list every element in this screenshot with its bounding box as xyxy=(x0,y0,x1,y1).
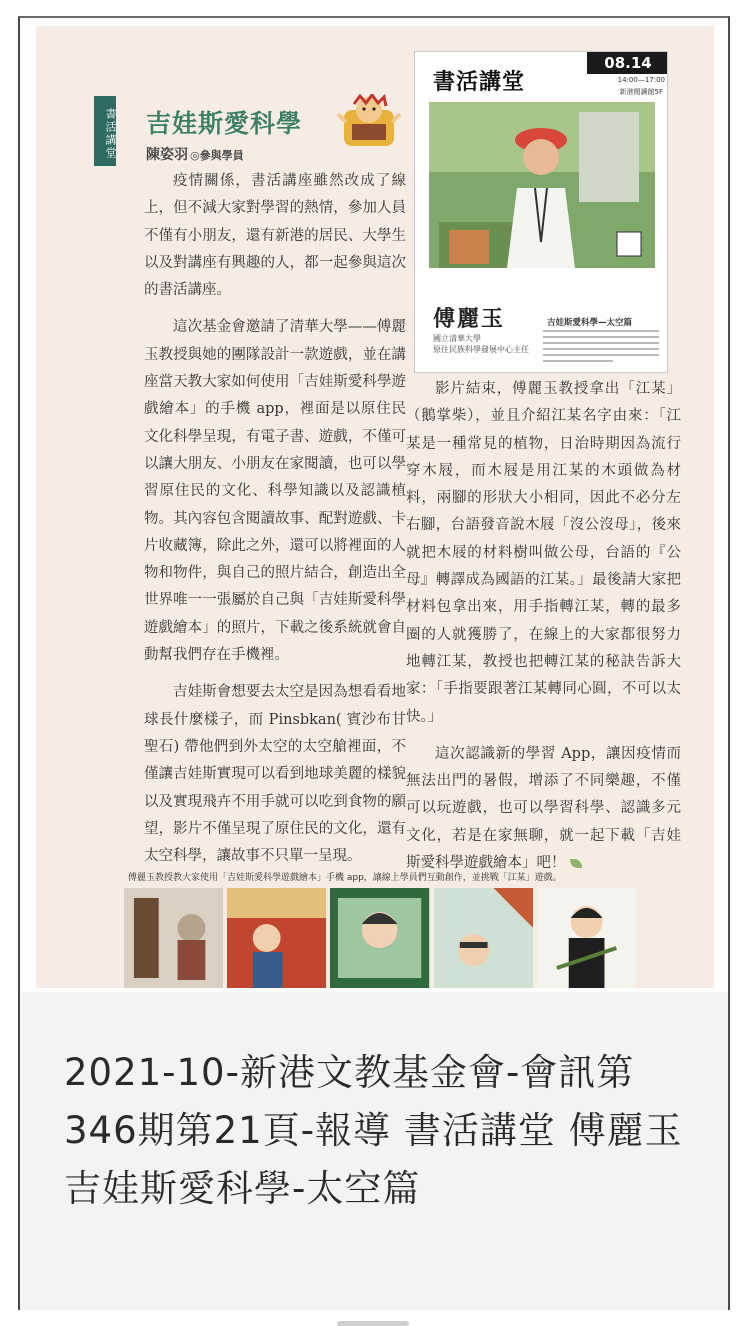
photo-caption: 傅麗玉教授教大家使用「吉娃斯愛科學遊戲繪本」手機 app，讓線上學員們互動創作，並挑戰「江某」遊戲。 xyxy=(128,873,562,883)
participant-photo xyxy=(434,888,533,988)
byline-role: ◎參與學員 xyxy=(190,149,244,162)
poster-header xyxy=(415,52,668,97)
leaf-icon xyxy=(570,859,582,868)
mascot-illustration xyxy=(336,94,402,152)
poster-fine-print xyxy=(543,330,659,370)
photo-strip xyxy=(124,888,636,988)
speaker-photo xyxy=(429,102,655,268)
paragraph: 影片結束，傅麗玉教授拿出「江某」（鵝掌柴），並且介紹江某名字由來：「江某是一種常見的植物，日治時期因為流行穿木屐，而木屐是用江某的木頭做為材料，兩腳的形狀大小相同，因此不必分左右腳，台語發音說木屐「沒公沒母」，後來就把木屐的材料樹叫做公母，台語的『公母』轉譯成為國語的江某。」最後請大家把材料包拿出來，用手指轉江某，轉的最多圈的人就獲勝了，在線上的大家都很努力地轉江某，教授也把轉江某的秘訣告訴大家：「手指要跟著江某轉同心圓，不可以太快。」 xyxy=(406,381,681,725)
speaker-title: 原住民族科學發展中心主任 xyxy=(433,345,529,354)
participant-photo xyxy=(124,888,223,988)
poster-time: 14:00—17:00 xyxy=(617,76,665,84)
speaker-affiliation: 國立清華大學 xyxy=(433,334,481,343)
paragraph-closing xyxy=(406,741,681,877)
home-indicator[interactable] xyxy=(337,1321,409,1326)
poster-bottom xyxy=(415,268,668,373)
article-right-column xyxy=(406,376,681,887)
paragraph: 吉娃斯會想要去太空是因為想看看地球長什麼樣子，而 Pinsbkan( 賓沙布甘聖石) 帶他們到外太空的太空艙裡面，不僅讓吉娃斯實現可以看到地球美麗的樣貌以及實現飛卉不用手就可以吃到食物的願望，影片不僅呈現了原住民的文化，還有太空科學，讓故事不只單一呈現。 xyxy=(144,684,406,865)
participant-photo xyxy=(330,888,429,988)
poster-title: 書活講堂 xyxy=(433,70,526,95)
screenshot-frame xyxy=(18,16,730,1310)
participant-photo xyxy=(537,888,636,988)
poster-place: 新港閱讀館5F xyxy=(619,88,663,96)
byline xyxy=(146,144,244,164)
byline-author: 陳姿羽 xyxy=(146,147,188,163)
speaker-name: 傅麗玉 xyxy=(433,307,506,332)
article-headline: 吉娃斯愛科學 xyxy=(146,109,303,138)
magazine-page xyxy=(36,26,714,988)
image-caption-area xyxy=(20,992,728,1310)
paragraph: 疫情關係，書活講座雖然改成了線上，但不減大家對學習的熱情，參加人員不僅有小朋友，還有新港的居民、大學生以及對講座有興趣的人，都一起參與這次的書活講座。 xyxy=(144,173,406,299)
poster-date: 08.14 xyxy=(587,52,668,74)
section-tag: 書活講堂 xyxy=(94,96,116,166)
article-left-column xyxy=(144,168,406,880)
event-poster xyxy=(414,51,668,373)
poster-subtitle: 吉娃斯愛科學—太空篇 xyxy=(547,318,633,328)
paragraph: 這次基金會邀請了清華大學——傅麗玉教授與她的團隊設計一款遊戲，並在講座當天教大家如何使用「吉娃斯愛科學遊戲繪本」的手機 app，裡面是以原住民文化科學呈現，有電子書、遊戲，不僅可以讓大朋友、小朋友在家閱讀，也可以學習原住民的文化、科學知識以及認識植物。其內容包含閱讀故事、配對遊戲、卡片收藏簿，除此之外，還可以將裡面的人物和物件，與自己的照片結合，創造出全世界唯一一張屬於自己與「吉娃斯愛科學遊戲繪本」的照片，下載之後系統就會自動幫我們存在手機裡。 xyxy=(144,319,406,664)
image-caption: 2021-10-新港文教基金會-會訊第346期第21頁-報導 書活講堂 傅麗玉 吉娃斯愛科學-太空篇 xyxy=(64,1051,683,1210)
paragraph-text: 這次認識新的學習 App，讓因疫情而無法出門的暑假，增添了不同樂趣，不僅可以玩遊戲，也可以學習科學、認識多元文化，若是在家無聊，就一起下載「吉娃斯愛科學遊戲繪本」吧！ xyxy=(406,745,681,872)
participant-photo xyxy=(227,888,326,988)
